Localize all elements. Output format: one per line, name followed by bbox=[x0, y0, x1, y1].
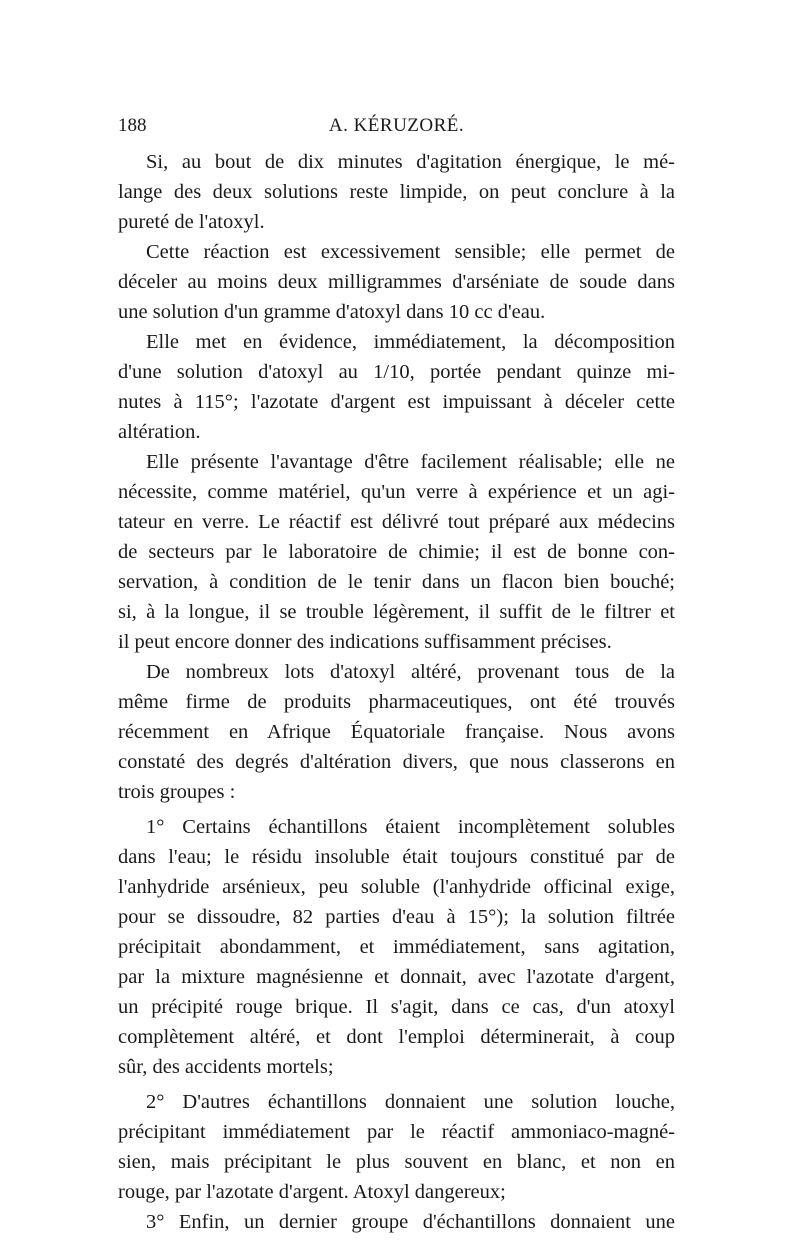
page-number: 188 bbox=[118, 115, 147, 136]
text-line: pour se dissoudre, 82 parties d'eau à 15°); la solution filtrée bbox=[118, 906, 675, 928]
text-line: trois groupes : bbox=[118, 781, 236, 803]
text-line: rouge, par l'azotate d'argent. Atoxyl dangereux; bbox=[118, 1181, 506, 1203]
text-line: tateur en verre. Le réactif est délivré tout préparé aux médecins bbox=[118, 511, 675, 533]
text-line: si, à la longue, il se trouble légèrement, il suffit de le filtrer et bbox=[118, 601, 675, 623]
text-line: complètement altéré, et dont l'emploi déterminerait, à coup bbox=[118, 1026, 675, 1048]
text-line: nécessite, comme matériel, qu'un verre à expérience et un agi- bbox=[118, 481, 675, 503]
text-line: récemment en Afrique Équatoriale française. Nous avons bbox=[118, 721, 675, 743]
text-line: De nombreux lots d'atoxyl altéré, provenant tous de la bbox=[146, 661, 675, 683]
text-line: Cette réaction est excessivement sensible; elle permet de bbox=[146, 241, 675, 263]
text-line: précipitait abondamment, et immédiatement, sans agitation, bbox=[118, 936, 675, 958]
text-line: précipitant immédiatement par le réactif ammoniaco-magné- bbox=[118, 1121, 675, 1143]
text-line: altération. bbox=[118, 421, 201, 443]
text-line: dans l'eau; le résidu insoluble était toujours constitué par de bbox=[118, 846, 675, 868]
text-line: une solution d'un gramme d'atoxyl dans 10 cc d'eau. bbox=[118, 301, 546, 323]
text-line: sien, mais précipitant le plus souvent en blanc, et non en bbox=[118, 1151, 675, 1173]
text-line: pureté de l'atoxyl. bbox=[118, 211, 265, 233]
text-line: un précipité rouge brique. Il s'agit, dans ce cas, d'un atoxyl bbox=[118, 996, 675, 1018]
text-line: Elle présente l'avantage d'être facilement réalisable; elle ne bbox=[146, 451, 675, 473]
text-line: 1° Certains échantillons étaient incomplètement solubles bbox=[146, 816, 675, 838]
text-line: l'anhydride arsénieux, peu soluble (l'anhydride officinal exige, bbox=[118, 876, 675, 898]
text-line: de secteurs par le laboratoire de chimie; il est de bonne con- bbox=[118, 541, 675, 563]
text-line: servation, à condition de le tenir dans un flacon bien bouché; bbox=[118, 571, 675, 593]
text-line: il peut encore donner des indications suffisamment précises. bbox=[118, 631, 612, 653]
text-line: par la mixture magnésienne et donnait, avec l'azotate d'argent, bbox=[118, 966, 675, 988]
text-line: 3° Enfin, un dernier groupe d'échantillons donnaient une bbox=[146, 1211, 675, 1233]
running-head bbox=[118, 112, 675, 140]
running-title: A. KÉRUZORÉ. bbox=[328, 115, 465, 136]
text-line: lange des deux solutions reste limpide, on peut conclure à la bbox=[118, 181, 675, 203]
text-line: nutes à 115°; l'azotate d'argent est impuissant à déceler cette bbox=[118, 391, 675, 413]
text-line: d'une solution d'atoxyl au 1/10, portée pendant quinze mi- bbox=[118, 361, 675, 383]
text-line: Elle met en évidence, immédiatement, la décomposition bbox=[146, 331, 675, 353]
text-line: déceler au moins deux milligrammes d'arséniate de soude dans bbox=[118, 271, 675, 293]
text-line: constaté des degrés d'altération divers, que nous classerons en bbox=[118, 751, 675, 773]
text-line: Si, au bout de dix minutes d'agitation énergique, le mé- bbox=[146, 151, 675, 173]
text-line: 2° D'autres échantillons donnaient une solution louche, bbox=[146, 1091, 675, 1113]
text-line: sûr, des accidents mortels; bbox=[118, 1056, 334, 1078]
text-line: même firme de produits pharmaceutiques, ont été trouvés bbox=[118, 691, 675, 713]
